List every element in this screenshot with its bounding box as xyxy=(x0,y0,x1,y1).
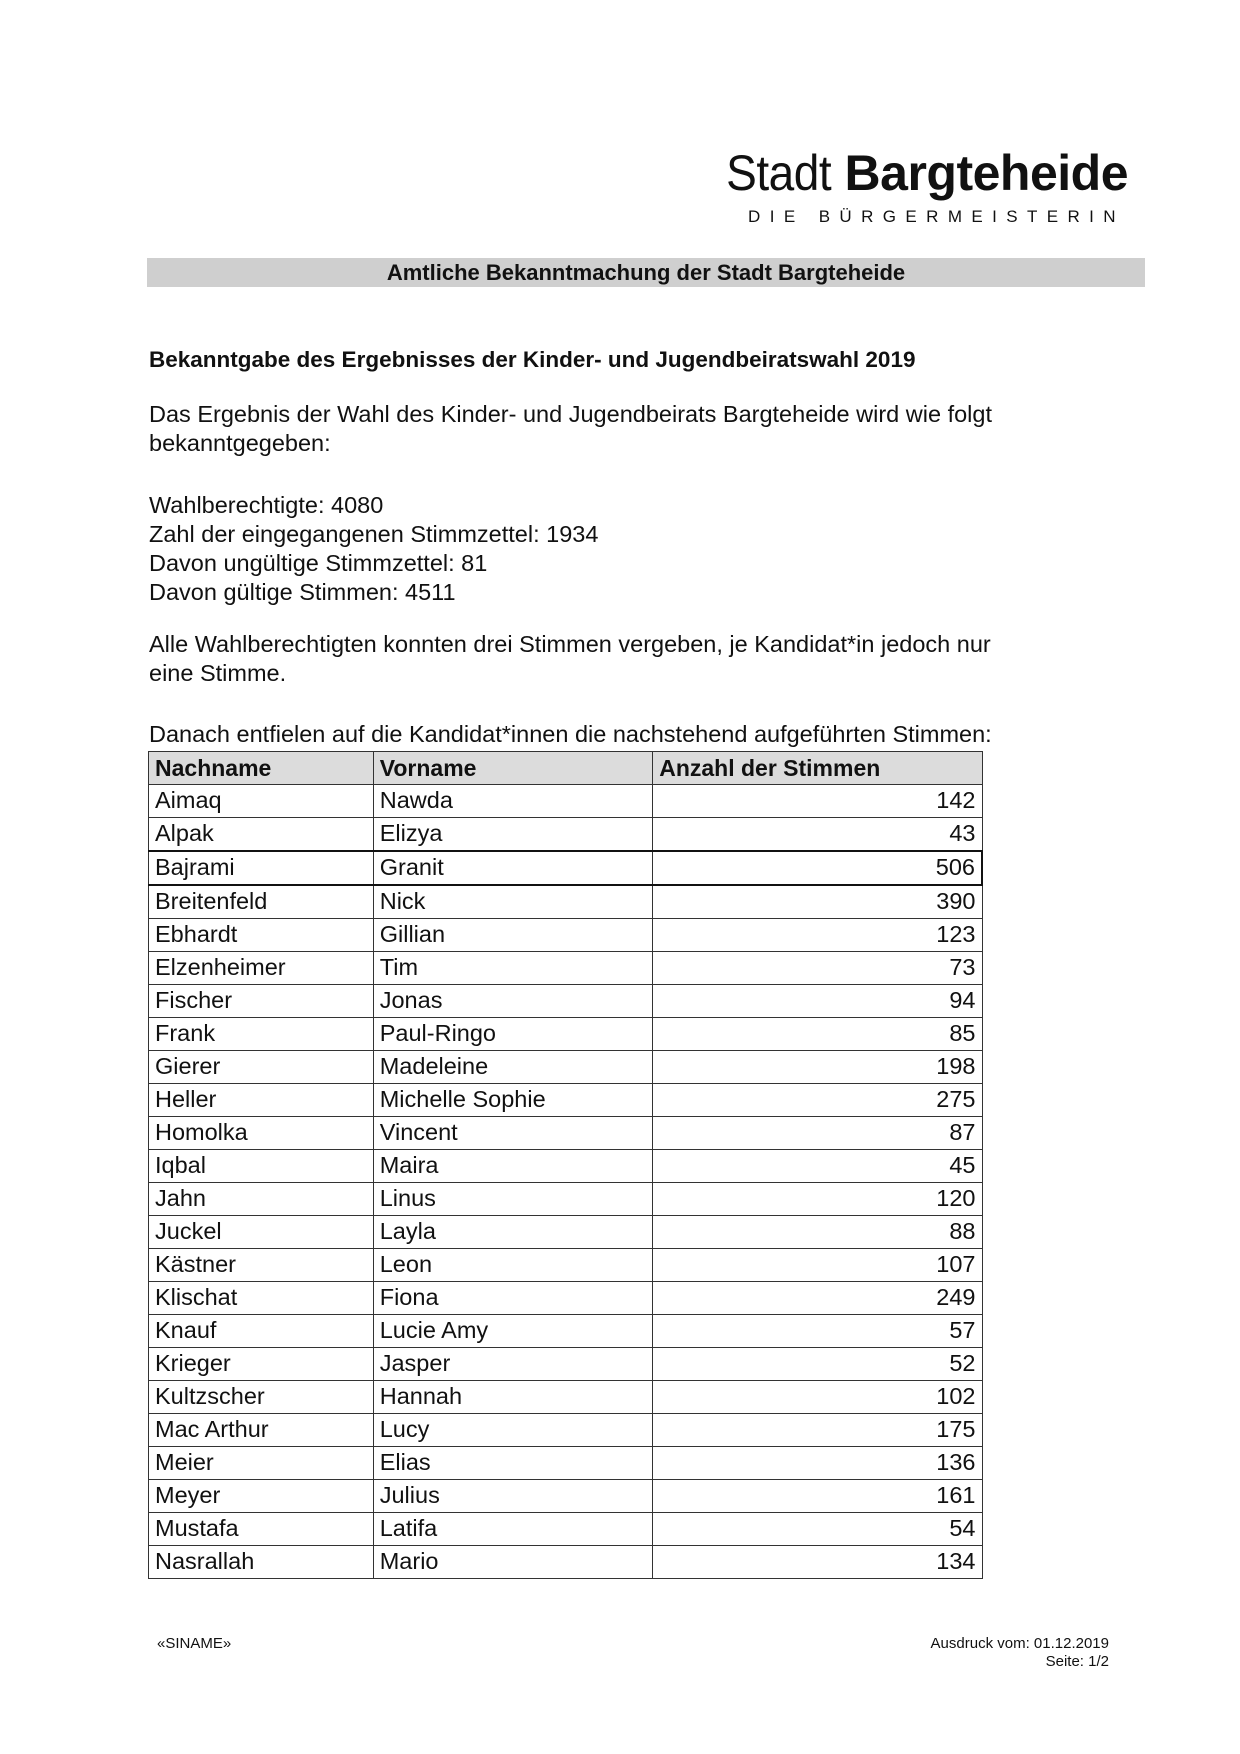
cell-firstname: Vincent xyxy=(373,1117,652,1150)
cell-firstname: Jonas xyxy=(373,985,652,1018)
table-row xyxy=(149,1546,983,1579)
table-row xyxy=(149,851,983,885)
intro-line: Das Ergebnis der Wahl des Kinder- und Jugendbeirats Bargteheide wird wie folgt xyxy=(149,401,992,427)
cell-firstname: Layla xyxy=(373,1216,652,1249)
table-row xyxy=(149,1018,983,1051)
cell-votes: 54 xyxy=(653,1513,982,1546)
stat-valid-votes: Davon gültige Stimmen: 4511 xyxy=(149,579,456,605)
cell-votes: 88 xyxy=(653,1216,982,1249)
column-header-votes: Anzahl der Stimmen xyxy=(653,752,982,785)
column-header-firstname: Vorname xyxy=(373,752,652,785)
table-row xyxy=(149,1051,983,1084)
cell-firstname: Michelle Sophie xyxy=(373,1084,652,1117)
cell-firstname: Gillian xyxy=(373,919,652,952)
cell-firstname: Tim xyxy=(373,952,652,985)
table-row xyxy=(149,1249,983,1282)
cell-firstname: Latifa xyxy=(373,1513,652,1546)
cell-votes: 506 xyxy=(653,851,982,885)
cell-firstname: Maira xyxy=(373,1150,652,1183)
cell-firstname: Linus xyxy=(373,1183,652,1216)
voting-rule-note xyxy=(149,630,991,688)
table-row xyxy=(149,1084,983,1117)
cell-firstname: Julius xyxy=(373,1480,652,1513)
print-date: Ausdruck vom: 01.12.2019 xyxy=(930,1635,1109,1652)
footer-print-info xyxy=(931,1635,1109,1671)
table-intro: Danach entfielen auf die Kandidat*innen die nachstehend aufgeführten Stimmen: xyxy=(149,721,992,747)
stat-ballots-received: Zahl der eingegangenen Stimmzettel: 1934 xyxy=(149,521,599,547)
results-table xyxy=(148,751,983,1579)
cell-votes: 43 xyxy=(653,818,982,852)
table-row xyxy=(149,1183,983,1216)
cell-votes: 198 xyxy=(653,1051,982,1084)
table-row xyxy=(149,952,983,985)
logo-subtitle: DIE BÜRGERMEISTERIN xyxy=(748,207,1125,226)
cell-lastname: Mustafa xyxy=(149,1513,374,1546)
table-row xyxy=(149,1513,983,1546)
table-row xyxy=(149,985,983,1018)
election-statistics xyxy=(149,491,598,607)
table-row xyxy=(149,1381,983,1414)
column-header-lastname: Nachname xyxy=(149,752,374,785)
cell-firstname: Jasper xyxy=(373,1348,652,1381)
cell-firstname: Paul-Ringo xyxy=(373,1018,652,1051)
table-header-row xyxy=(149,752,983,785)
note-line: eine Stimme. xyxy=(149,660,287,686)
cell-votes: 142 xyxy=(653,785,982,818)
cell-lastname: Bajrami xyxy=(149,851,374,885)
cell-lastname: Knauf xyxy=(149,1315,374,1348)
cell-firstname: Lucy xyxy=(373,1414,652,1447)
cell-votes: 136 xyxy=(653,1447,982,1480)
cell-lastname: Jahn xyxy=(149,1183,374,1216)
cell-firstname: Nawda xyxy=(373,785,652,818)
intro-paragraph xyxy=(149,400,992,458)
cell-lastname: Ebhardt xyxy=(149,919,374,952)
cell-lastname: Kästner xyxy=(149,1249,374,1282)
table-row xyxy=(149,885,983,919)
stat-invalid-ballots: Davon ungültige Stimmzettel: 81 xyxy=(149,550,488,576)
cell-votes: 45 xyxy=(653,1150,982,1183)
cell-votes: 134 xyxy=(653,1546,982,1579)
cell-firstname: Mario xyxy=(373,1546,652,1579)
city-logo xyxy=(717,145,1128,201)
table-row xyxy=(149,1348,983,1381)
cell-firstname: Hannah xyxy=(373,1381,652,1414)
table-row xyxy=(149,1480,983,1513)
cell-lastname: Frank xyxy=(149,1018,374,1051)
cell-votes: 52 xyxy=(653,1348,982,1381)
cell-votes: 107 xyxy=(653,1249,982,1282)
cell-votes: 175 xyxy=(653,1414,982,1447)
page-number: Seite: 1/2 xyxy=(1045,1653,1109,1670)
cell-firstname: Elias xyxy=(373,1447,652,1480)
table-row xyxy=(149,818,983,852)
table-row xyxy=(149,1150,983,1183)
cell-lastname: Gierer xyxy=(149,1051,374,1084)
cell-votes: 390 xyxy=(653,885,982,919)
table-row xyxy=(149,1216,983,1249)
intro-line: bekanntgegeben: xyxy=(149,430,331,456)
cell-lastname: Juckel xyxy=(149,1216,374,1249)
table-row xyxy=(149,1447,983,1480)
announcement-banner xyxy=(147,258,1145,287)
cell-lastname: Meyer xyxy=(149,1480,374,1513)
table-row xyxy=(149,1117,983,1150)
table-row xyxy=(149,785,983,818)
logo-text-city-name: Bargteheide xyxy=(844,145,1128,201)
cell-firstname: Fiona xyxy=(373,1282,652,1315)
results-table-body xyxy=(149,785,983,1579)
cell-votes: 161 xyxy=(653,1480,982,1513)
cell-lastname: Nasrallah xyxy=(149,1546,374,1579)
cell-firstname: Lucie Amy xyxy=(373,1315,652,1348)
cell-lastname: Mac Arthur xyxy=(149,1414,374,1447)
footer-placeholder-field: «SINAME» xyxy=(157,1635,232,1652)
cell-votes: 73 xyxy=(653,952,982,985)
cell-lastname: Fischer xyxy=(149,985,374,1018)
cell-lastname: Heller xyxy=(149,1084,374,1117)
cell-lastname: Klischat xyxy=(149,1282,374,1315)
cell-votes: 249 xyxy=(653,1282,982,1315)
table-row xyxy=(149,1315,983,1348)
cell-firstname: Leon xyxy=(373,1249,652,1282)
cell-lastname: Meier xyxy=(149,1447,374,1480)
cell-lastname: Elzenheimer xyxy=(149,952,374,985)
table-row xyxy=(149,1282,983,1315)
banner-title: Amtliche Bekanntmachung der Stadt Bargteheide xyxy=(386,259,906,285)
cell-votes: 87 xyxy=(653,1117,982,1150)
cell-lastname: Alpak xyxy=(149,818,374,852)
table-row xyxy=(149,1414,983,1447)
cell-firstname: Granit xyxy=(373,851,652,885)
cell-lastname: Iqbal xyxy=(149,1150,374,1183)
logo-text-stadt: Stadt xyxy=(726,145,832,201)
cell-lastname: Breitenfeld xyxy=(149,885,374,919)
cell-votes: 123 xyxy=(653,919,982,952)
cell-votes: 94 xyxy=(653,985,982,1018)
cell-firstname: Elizya xyxy=(373,818,652,852)
cell-lastname: Kultzscher xyxy=(149,1381,374,1414)
stat-eligible-voters: Wahlberechtigte: 4080 xyxy=(149,492,384,518)
cell-votes: 85 xyxy=(653,1018,982,1051)
table-row xyxy=(149,919,983,952)
cell-lastname: Homolka xyxy=(149,1117,374,1150)
cell-votes: 102 xyxy=(653,1381,982,1414)
cell-firstname: Madeleine xyxy=(373,1051,652,1084)
note-line: Alle Wahlberechtigten konnten drei Stimmen vergeben, je Kandidat*in jedoch nur xyxy=(149,631,991,657)
cell-firstname: Nick xyxy=(373,885,652,919)
cell-votes: 120 xyxy=(653,1183,982,1216)
cell-votes: 275 xyxy=(653,1084,982,1117)
cell-lastname: Krieger xyxy=(149,1348,374,1381)
cell-votes: 57 xyxy=(653,1315,982,1348)
document-heading: Bekanntgabe des Ergebnisses der Kinder- und Jugendbeiratswahl 2019 xyxy=(149,347,916,372)
cell-lastname: Aimaq xyxy=(149,785,374,818)
